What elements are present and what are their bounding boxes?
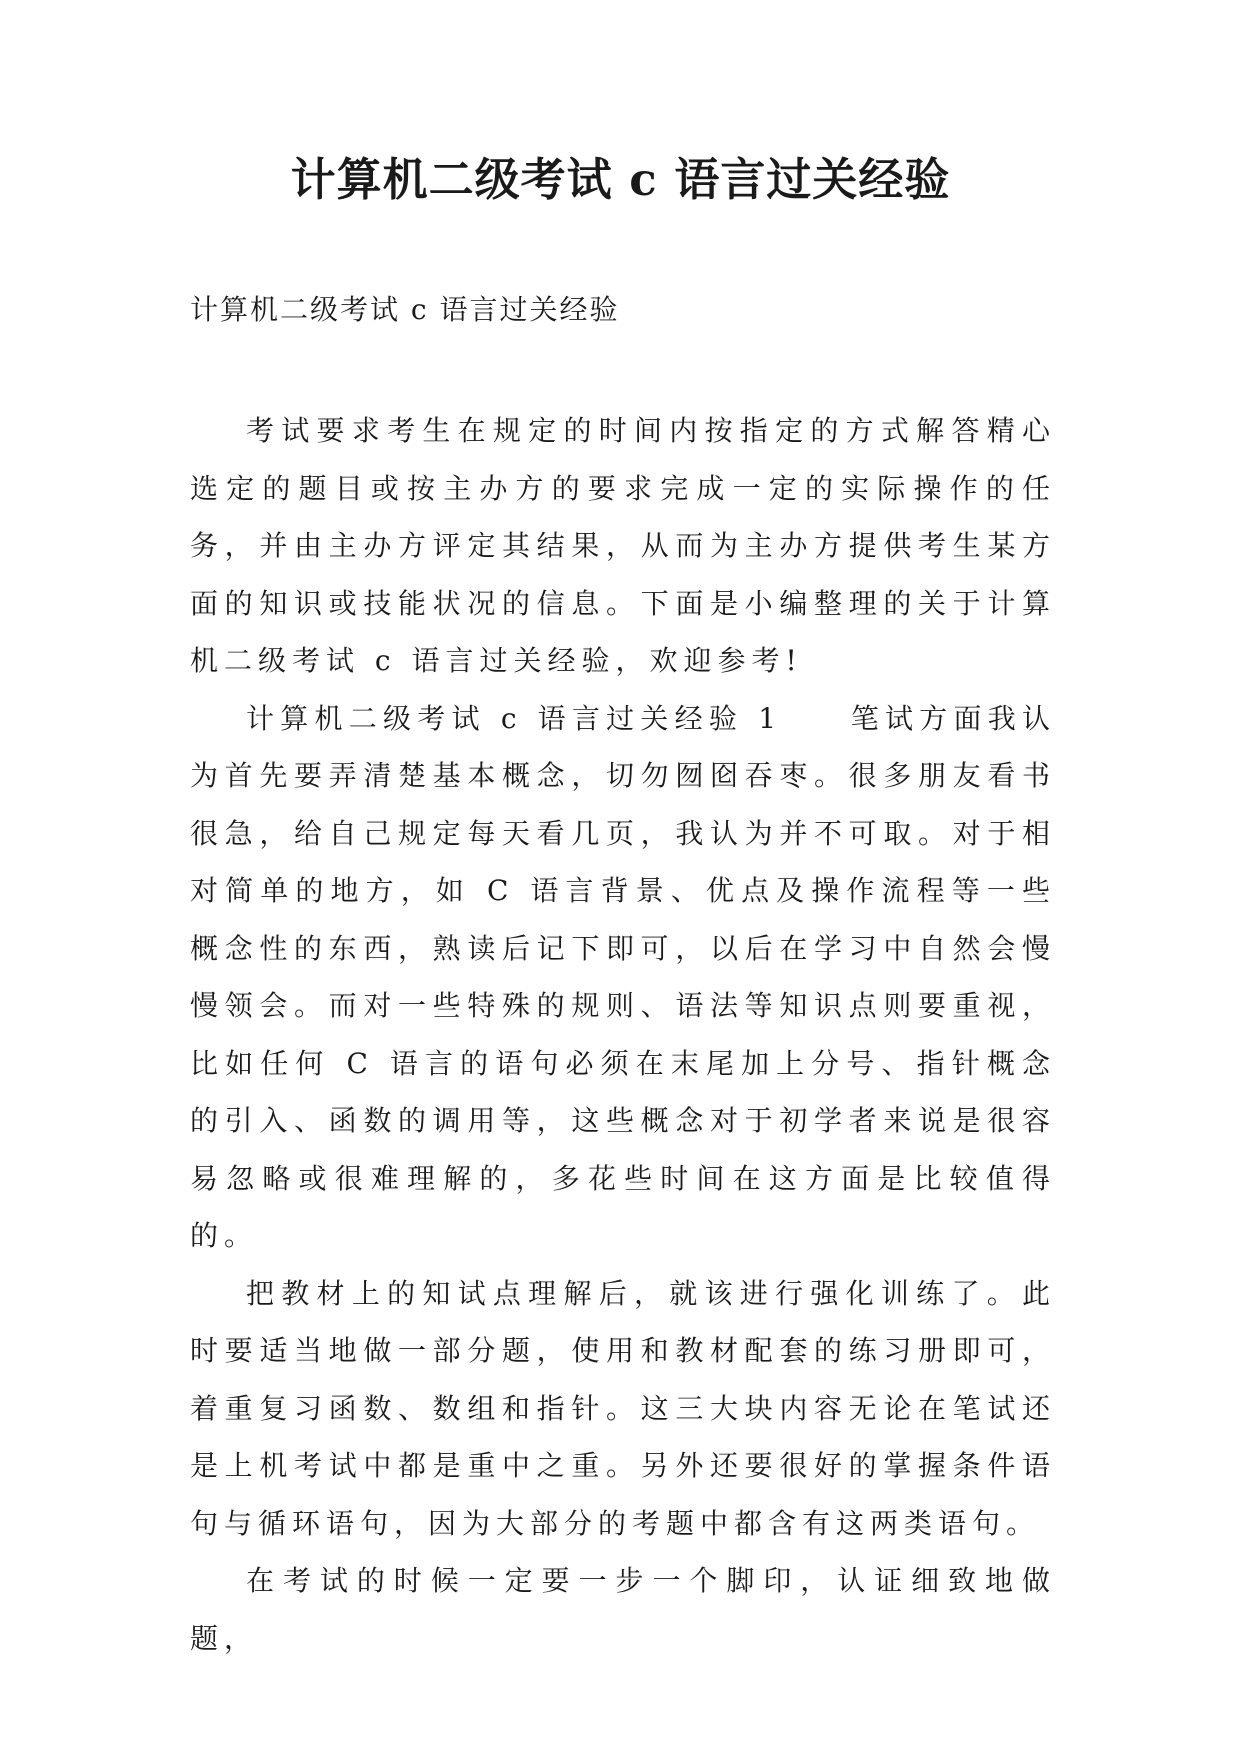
paragraph-exam-tips: 在考试的时候一定要一步一个脚印，认证细致地做题， xyxy=(190,1564,1056,1655)
paragraph-intro: 考试要求考生在规定的时间内按指定的方式解答精心选定的题目或按主办方的要求完成一定的实际操作的任务，并由主办方评定其结果，从而为主办方提供考生某方面的知识或技能状况的信息。下面是小编整理的关于计算机二级考试 c 语言过关经验，欢迎参考! xyxy=(190,414,1056,677)
document-subtitle: 计算机二级考试 c 语言过关经验 xyxy=(190,293,620,326)
document-body xyxy=(190,402,1056,1667)
document-title: 计算机二级考试 c 语言过关经验 xyxy=(290,153,951,206)
paragraph-experience-1: 计算机二级考试 c 语言过关经验 1 笔试方面我认为首先要弄清楚基本概念，切勿囫囵吞枣。很多朋友看书很急，给自己规定每天看几页，我认为并不可取。对于相对简单的地方，如 C 语言背景、优点及操作流程等一些概念性的东西，熟读后记下即可，以后在学习中自然会慢慢领会。而对一些特殊的规则、语法等知识点则要重视，比如任何 C 语言的语句必须在末尾加上分号、指针概念的引入、函数的调用等，这些概念对于初学者来说是很容易忽略或很难理解的，多花些时间在这方面是比较值得的。 xyxy=(190,701,1056,1252)
paragraph-training: 把教材上的知试点理解后，就该进行强化训练了。此时要适当地做一部分题，使用和教材配套的练习册即可，着重复习函数、数组和指针。这三大块内容无论在笔试还是上机考试中都是重中之重。另外还要很好的掌握条件语句与循环语句，因为大部分的考题中都含有这两类语句。 xyxy=(190,1276,1056,1540)
